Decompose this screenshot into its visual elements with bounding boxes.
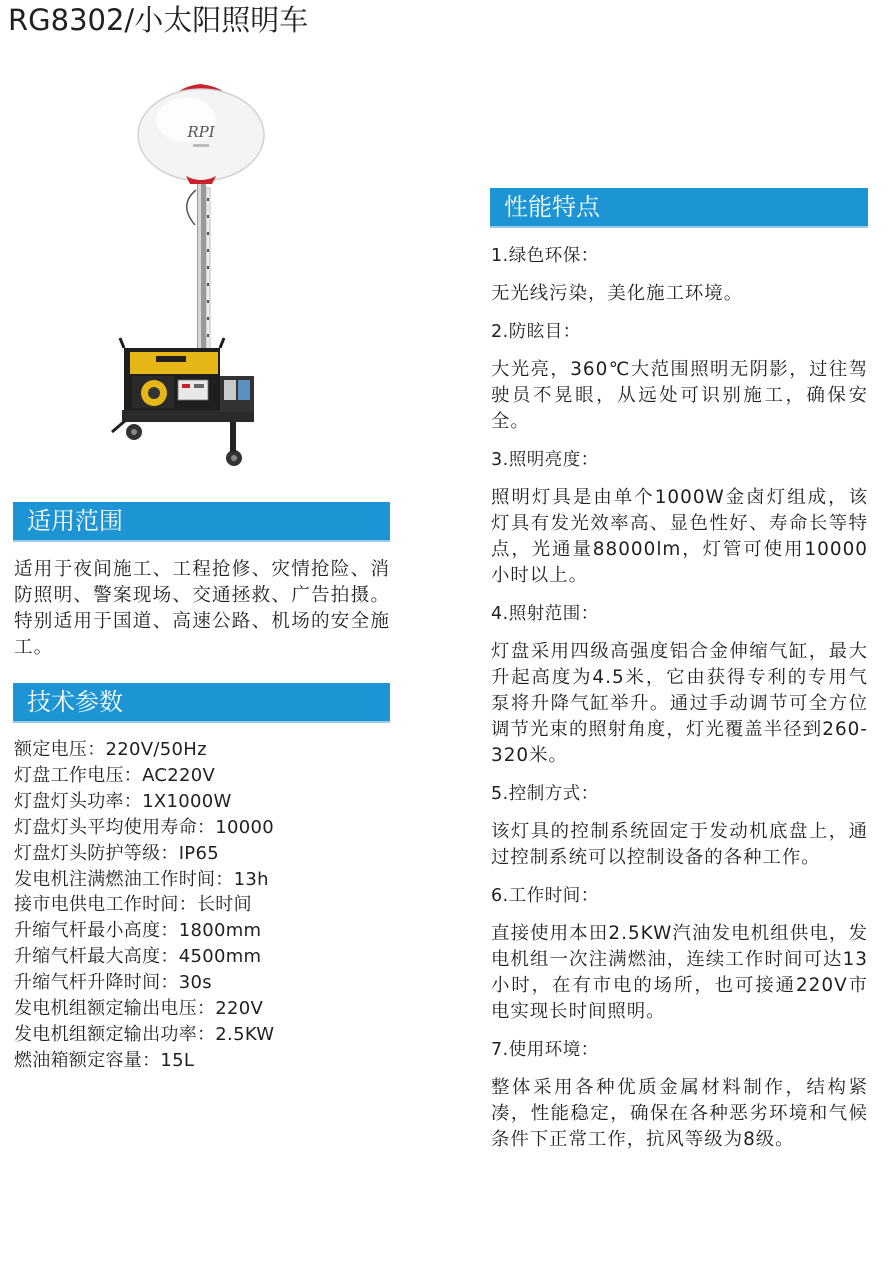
feature-title: 3.照明亮度： bbox=[491, 450, 599, 470]
feature-text: 无光线污染，美化施工环境。 bbox=[491, 283, 744, 304]
tech-spec-item: 发电机组额定输出功率：2.5KW bbox=[14, 1023, 275, 1045]
feature-title: 1.绿色环保： bbox=[491, 246, 599, 266]
tech-spec-item: 升缩气杆最小高度：1800mm bbox=[14, 920, 262, 942]
feature-text: 照明灯具是由单个1000W金卤灯组成，该灯具有发光效率高、显色性好、寿命长等特点，光通量88000lm，灯管可使用10000小时以上。 bbox=[491, 487, 868, 586]
feature-title: 2.防眩目： bbox=[491, 322, 581, 342]
feature-text: 直接使用本田2.5KW汽油发电机组供电，发电机组一次注满燃油，连续工作时间可达13小时，在有市电的场所，也可接通220V市电实现长时间照明。 bbox=[491, 923, 868, 1022]
tech-spec-item: 灯盘工作电压：AC220V bbox=[14, 764, 216, 786]
tech-heading: 技术参数 bbox=[27, 688, 123, 716]
page-title: RG8302/小太阳照明车 bbox=[8, 3, 309, 37]
tech-spec-list bbox=[14, 737, 394, 1074]
features-heading: 性能特点 bbox=[504, 193, 600, 221]
features-list bbox=[491, 243, 868, 1165]
feature-text: 该灯具的控制系统固定于发动机底盘上，通过控制系统可以控制设备的各种工作。 bbox=[491, 821, 868, 868]
tech-spec-item: 升缩气杆升降时间：30s bbox=[14, 972, 212, 994]
feature-title: 5.控制方式： bbox=[491, 784, 599, 804]
tech-spec-item: 额定电压：220V/50Hz bbox=[14, 739, 207, 760]
tech-spec-item: 升缩气杆最大高度：4500mm bbox=[14, 946, 262, 968]
tech-spec-item: 灯盘灯头平均使用寿命：10000 bbox=[14, 816, 275, 838]
tech-spec-item: 接市电供电工作时间：长时间 bbox=[14, 894, 252, 916]
tech-spec-item: 发电机注满燃油工作时间：13h bbox=[14, 868, 269, 890]
scope-heading: 适用范围 bbox=[27, 507, 123, 535]
feature-title: 4.照射范围： bbox=[491, 604, 599, 624]
feature-text: 大光亮，360℃大范围照明无阴影，过往驾驶员不晃眼，从远处可识别施工，确保安全。 bbox=[491, 359, 868, 432]
feature-text: 整体采用各种优质金属材料制作，结构紧凑，性能稳定，确保在各种恶劣环境和气候条件下正常工作，抗风等级为8级。 bbox=[491, 1077, 868, 1150]
logo-text: RPI bbox=[187, 123, 215, 141]
tech-spec-item: 发电机组额定输出电压：220V bbox=[14, 998, 264, 1020]
tech-spec-item: 燃油箱额定容量：15L bbox=[14, 1049, 195, 1071]
feature-text: 灯盘采用四级高强度铝合金伸缩气缸，最大升起高度为4.5米，它由获得专利的专用气泵将升降气缸举升。通过手动调节可全方位调节光束的照射角度，灯光覆盖半径到260-320米。 bbox=[491, 641, 868, 766]
feature-title: 7.使用环境： bbox=[491, 1040, 599, 1060]
scope-heading-bar bbox=[13, 502, 390, 540]
tech-spec-item: 灯盘灯头功率：1X1000W bbox=[14, 790, 232, 812]
tech-spec-item: 灯盘灯头防护等级：IP65 bbox=[14, 842, 219, 864]
features-heading-bar bbox=[490, 188, 868, 226]
control-panel bbox=[178, 380, 208, 400]
feature-title: 6.工作时间： bbox=[491, 886, 599, 906]
scope-text: 适用于夜间施工、工程抢修、灾情抢险、消防照明、警案现场、交通拯救、广告拍摄。特别适用于国道、高速公路、机场的安全施工。 bbox=[14, 559, 390, 658]
tech-heading-bar bbox=[13, 683, 390, 721]
fuel-tank bbox=[130, 352, 218, 374]
product-image bbox=[108, 80, 268, 472]
